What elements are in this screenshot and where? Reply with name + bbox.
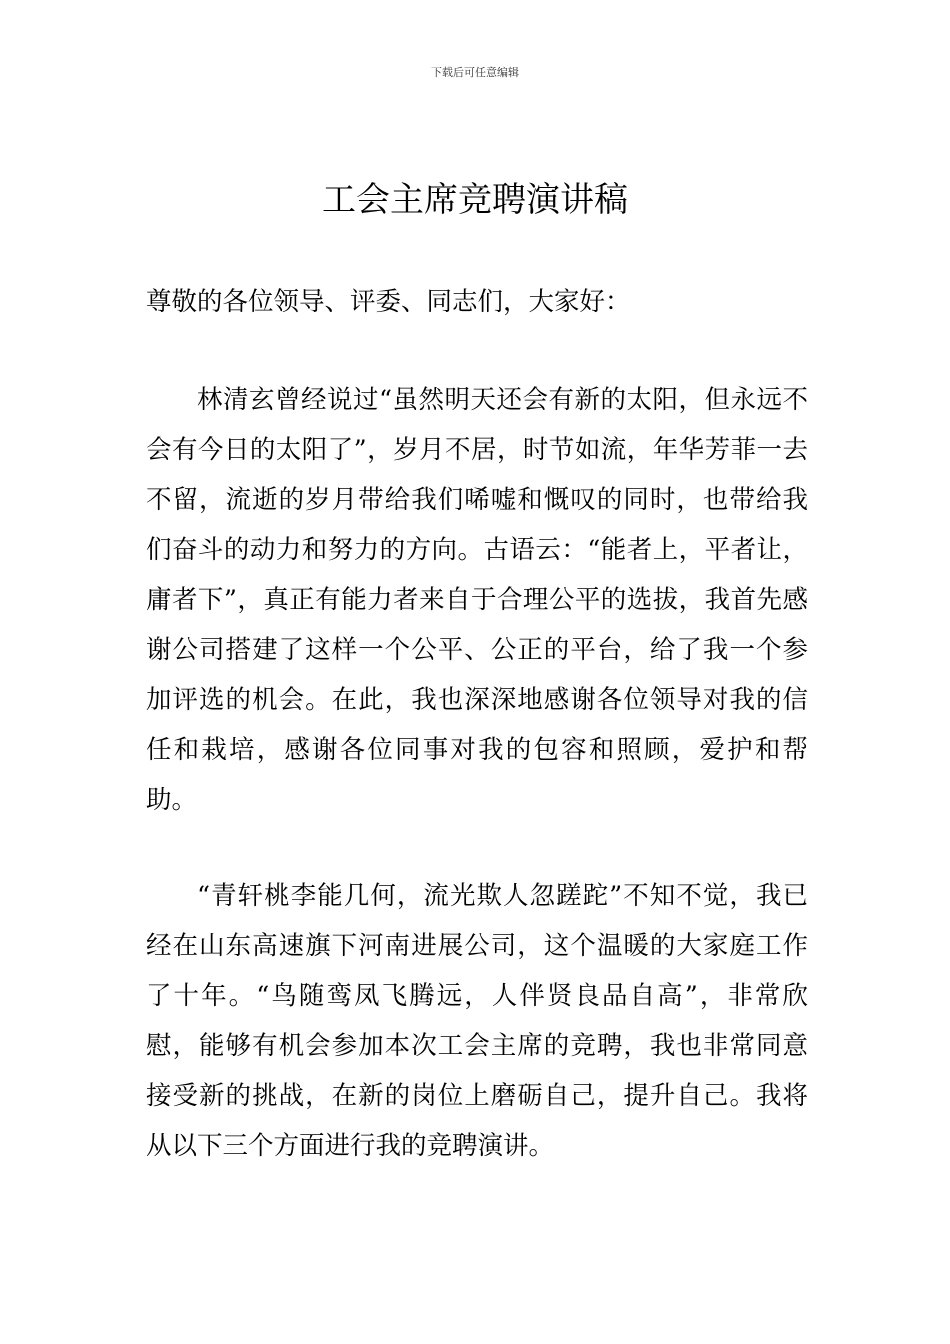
paragraph-1: 林清玄曾经说过“虽然明天还会有新的太阳，但永远不会有今日的太阳了”，岁月不居，时节如流，年华芳菲一去不留，流逝的岁月带给我们唏嘘和慨叹的同时，也带给我们奋斗的动力和努力的方向。古语云：“能者上，平者让，庸者下”，真正有能力者来自于合理公平的选拔，我首先感谢公司搭建了这样一个公平、公正的平台，给了我一个参加评选的机会。在此，我也深深地感谢各位领导对我的信任和栽培，感谢各位同事对我的包容和照顾，爱护和帮助。 xyxy=(146,385,808,815)
header-note: 下载后可任意编辑 xyxy=(431,66,519,79)
document-title: 工会主席竞聘演讲稿 xyxy=(322,180,628,220)
paragraph-2: “青轩桃李能几何，流光欺人忽蹉跎”不知不觉，我已经在山东高速旗下河南进展公司，这个温暖的大家庭工作了十年。“鸟随鸾凤飞腾远，人伴贤良品自高”，非常欣慰，能够有机会参加本次工会主席的竞聘，我也非常同意接受新的挑战，在新的岗位上磨砺自己，提升自己。我将从以下三个方面进行我的竞聘演讲。 xyxy=(146,881,808,1161)
salutation: 尊敬的各位领导、评委、同志们，大家好： xyxy=(146,287,631,317)
